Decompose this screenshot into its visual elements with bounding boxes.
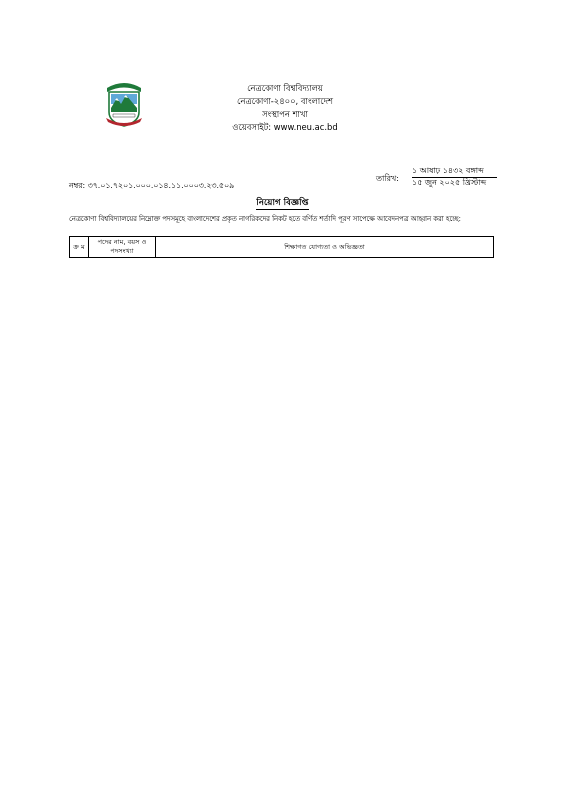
qualification-header: শিক্ষাগত যোগ্যতা ও অভিজ্ঞতা <box>156 237 494 258</box>
notice-title-wrap <box>0 196 565 210</box>
date-divider <box>412 177 497 178</box>
notice-title: নিয়োগ বিজ্ঞপ্তি <box>256 198 309 208</box>
post-header: পদের নাম, বয়স ও পদসংখ্যা <box>89 237 156 258</box>
website-text: ওয়েবসাইট: www.neu.ac.bd <box>232 122 338 132</box>
date-label: তারিখ: <box>376 174 399 183</box>
university-crest-icon <box>104 78 144 130</box>
university-name: নেত্রকোণা বিশ্ববিদ্যালয় <box>247 83 323 93</box>
table-header-row <box>70 237 494 258</box>
university-logo <box>104 78 144 130</box>
notice-intro: নেত্রকোণা বিশ্ববিদ্যালয়ের নিম্নোক্ত পদসমূহে বাংলাদেশের প্রকৃত নাগরিকদের নিকট হতে বর্ণিত শর্তাদি পূরণ সাপেক্ষে আবেদনপত্র আহ্বান করা হচ্ছে: <box>69 215 461 223</box>
memo-number: নম্বর: ৩৭.০১.৭২০১.০০০.০১৪.১১.০০০৩.২৩.৫০৯ <box>69 181 235 190</box>
letterhead <box>180 82 390 134</box>
university-address: নেত্রকোণা-২৪০০, বাংলাদেশ <box>237 96 333 106</box>
posts-table <box>69 236 494 258</box>
date-gregorian: ১৫ জুন ২০২৫ খ্রিস্টাব্দ <box>412 178 487 187</box>
serial-header: ক্র ম <box>70 237 89 258</box>
section-name: সংস্থাপন শাখা <box>262 109 308 119</box>
date-bangla: ১ আষাঢ় ১৪৩২ বঙ্গাব্দ <box>412 166 484 175</box>
